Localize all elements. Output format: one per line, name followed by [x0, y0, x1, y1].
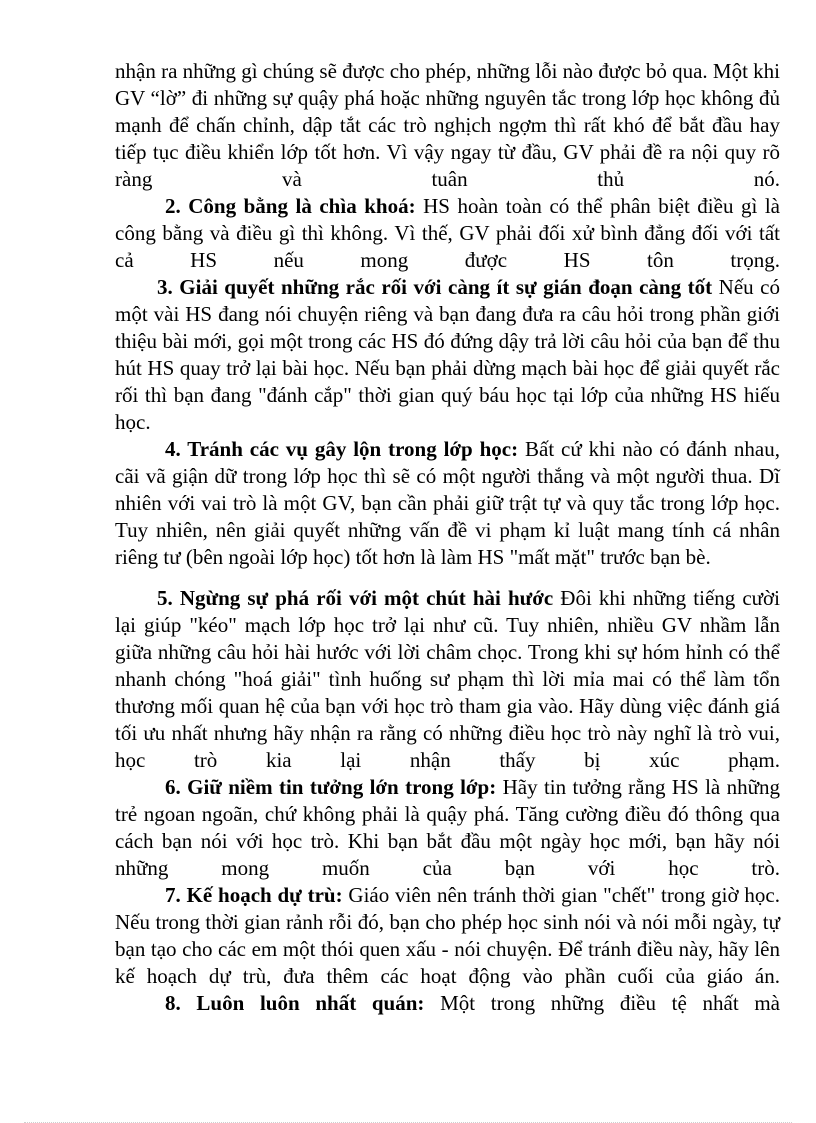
- paragraph-2-heading: 2. Công bằng là chìa khoá:: [165, 194, 416, 218]
- paragraph-3: [115, 274, 780, 436]
- paragraph-1-text: nhận ra những gì chúng sẽ được cho phép, những lỗi nào được bỏ qua. Một khi GV “lờ” đi những sự quậy phá hoặc những nguyên tắc trong lớp học không đủ mạnh để chấn chỉnh, dập tắt các trò nghịch ngợm thì rất khó để bắt đầu hay tiếp tục điều khiển lớp tốt hơn. Vì vậy ngay từ đầu, GV phải đề ra nội quy rõ ràng và tuân thủ nó.: [115, 59, 780, 191]
- paragraph-5-text: Đôi khi những tiếng cười lại giúp "kéo" mạch lớp học trở lại như cũ. Tuy nhiên, nhiều GV nhầm lẫn giữa những câu hỏi hài hước với lời châm chọc. Trong khi sự hóm hỉnh có thể nhanh chóng "hoá giải" tình huống sư phạm thì lời mỉa mai có thể làm tổn thương mối quan hệ của bạn với học trò tham gia vào. Hãy dùng việc đánh giá tối ưu nhất nhưng hãy nhận ra rằng có những điều học trò này nghĩ là trò vui, học trò kia lại nhận thấy bị xúc phạm.: [115, 586, 780, 772]
- paragraph-1: [115, 58, 780, 193]
- document-body: [115, 58, 780, 1017]
- paragraph-spacer: [115, 571, 780, 585]
- paragraph-8: [115, 990, 780, 1017]
- paragraph-3-text: Nếu có một vài HS đang nói chuyện riêng và bạn đang đưa ra câu hỏi trong phần giới thiệu bài mới, gọi một trong các HS đó đứng dậy trả lời câu hỏi của bạn để thu hút HS quay trở lại bài học. Nếu bạn phải dừng mạch bài học để giải quyết rắc rối thì bạn đang "đánh cắp" thời gian quý báu học tại lớp của những HS hiếu học.: [115, 275, 780, 434]
- paragraph-7-trailing-dot: .: [774, 964, 780, 988]
- paragraph-7-heading: 7. Kế hoạch dự trù:: [165, 883, 343, 907]
- paragraph-8-heading: 8. Luôn luôn nhất quán:: [165, 991, 425, 1015]
- paragraph-4: [115, 436, 780, 571]
- paragraph-5: [115, 585, 780, 774]
- paragraph-7: [115, 882, 780, 990]
- paragraph-7-text: Giáo viên nên tránh thời gian "chết" trong giờ học. Nếu trong thời gian rảnh rỗi đó, bạn cho phép học sinh nói và nói mỗi ngày, tự bạn tạo cho các em một thói quen xấu - nói chuyện. Để tránh điều này, hãy lên kế hoạch dự trù, đưa thêm các hoạt động vào phần cuối của giáo án: [115, 883, 780, 988]
- paragraph-6-text: Hãy tin tưởng rằng HS là những trẻ ngoan ngoãn, chứ không phải là quậy phá. Tăng cường điều đó thông qua cách bạn nói với học trò. Khi bạn bắt đầu một ngày học mới, bạn hãy nói những mong muốn của bạn với học trò.: [115, 775, 780, 880]
- paragraph-2: [115, 193, 780, 274]
- paragraph-3-heading: 3. Giải quyết những rắc rối với càng ít sự gián đoạn càng tốt: [157, 275, 713, 299]
- paragraph-5-heading: 5. Ngừng sự phá rối với một chút hài hước: [157, 586, 554, 610]
- paragraph-4-text: Bất cứ khi nào có đánh nhau, cãi vã giận dữ trong lớp học thì sẽ có một người thắng và một người thua. Dĩ nhiên với vai trò là một GV, bạn cần phải giữ trật tự và quy tắc trong lớp học. Tuy nhiên, nên giải quyết những vấn đề vi phạm kỉ luật mang tính cá nhân riêng tư (bên ngoài lớp học) tốt hơn là làm HS "mất mặt" trước bạn bè.: [115, 437, 780, 569]
- paragraph-6-heading: 6. Giữ niềm tin tưởng lớn trong lớp:: [165, 775, 497, 799]
- paragraph-2-text: HS hoàn toàn có thể phân biệt điều gì là công bằng và điều gì thì không. Vì thế, GV phải đối xử bình đẳng đối với tất cả HS nếu mong được HS tôn trọng.: [115, 194, 780, 272]
- paragraph-4-heading: 4. Tránh các vụ gây lộn trong lớp học:: [165, 437, 519, 461]
- paragraph-8-text: Một trong những điều tệ nhất mà: [424, 991, 780, 1015]
- paragraph-6: [115, 774, 780, 882]
